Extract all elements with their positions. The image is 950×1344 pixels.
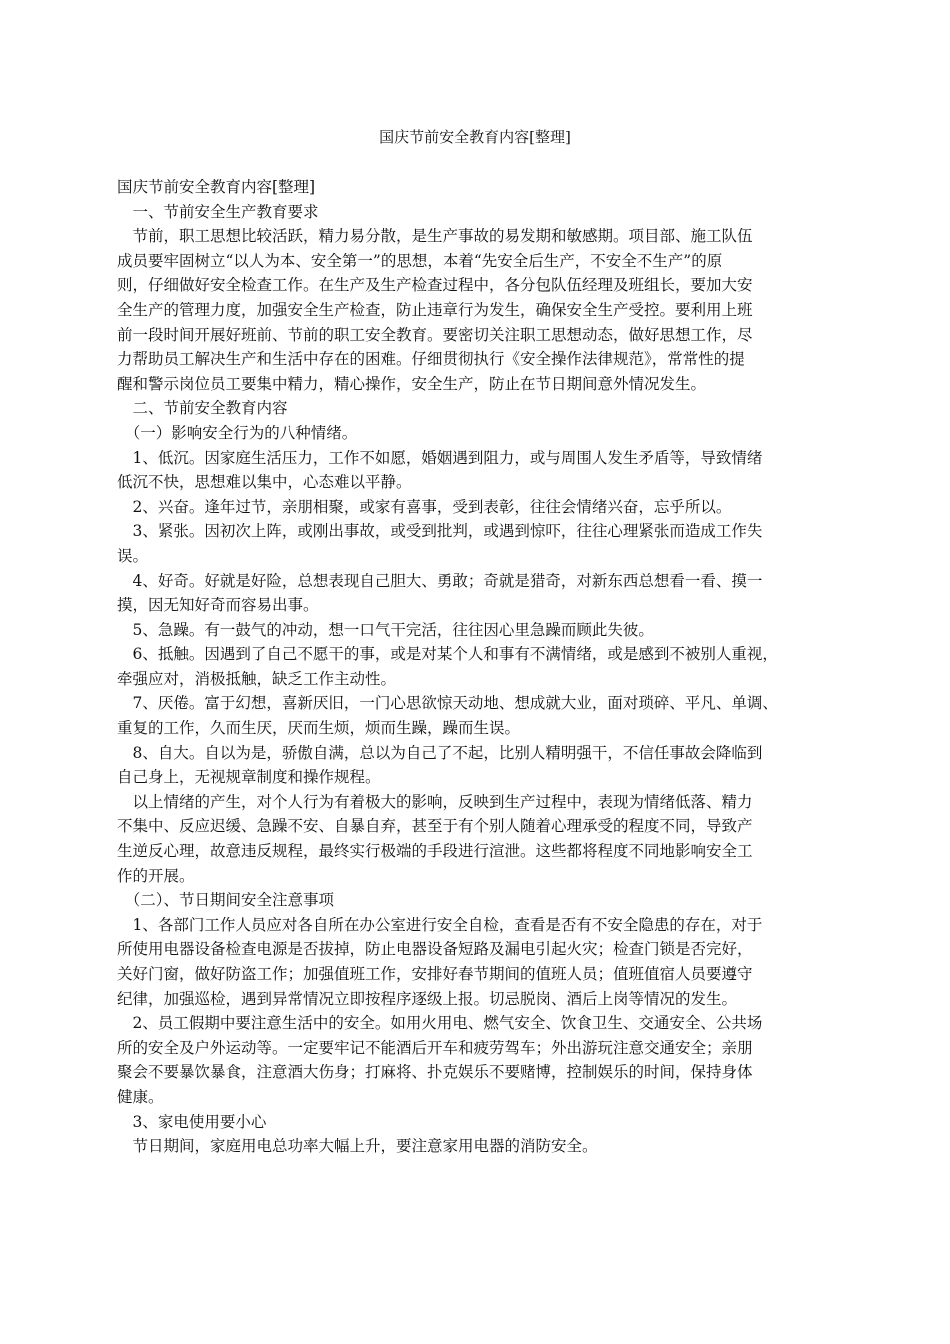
paragraph-line: 全生产的管理力度，加强安全生产检查，防止违章行为发生，确保安全生产受控。要利用上班	[117, 300, 753, 319]
list-item-line: 1、各部门工作人员应对各自所在办公室进行安全自检，查看是否有不安全隐患的存在，对于	[117, 915, 763, 934]
document-body	[117, 175, 817, 1159]
list-item-line: 健康。	[117, 1087, 164, 1106]
paragraph-line: 以上情绪的产生，对个人行为有着极大的影响，反映到生产过程中，表现为情绪低落、精力	[117, 792, 753, 811]
list-item-line: 误。	[117, 546, 149, 565]
paragraph-line: 成员要牢固树立“以人为本、安全第一”的思想，本着“先安全后生产，不安全不生产”的原	[117, 251, 723, 270]
list-item-line: 聚会不要暴饮暴食，注意酒大伤身；打麻将、扑克娱乐不要赌博，控制娱乐的时间，保持身体	[117, 1063, 753, 1082]
list-item-line: 7、厌倦。富于幻想，喜新厌旧，一门心思欲惊天动地、想成就大业，面对琐碎、平凡、单调、	[117, 694, 778, 713]
paragraph-line: 作的开展。	[117, 866, 195, 885]
section-heading-2: 二、节前安全教育内容	[117, 399, 288, 418]
list-item-line: 牵强应对，消极抵触，缺乏工作主动性。	[117, 669, 397, 688]
list-item-line: 5、急躁。有一鼓气的冲动，想一口气干完活，往往因心里急躁而顾此失彼。	[117, 620, 654, 639]
paragraph-line: 节日期间，家庭用电总功率大幅上升，要注意家用电器的消防安全。	[117, 1137, 598, 1156]
list-item-line: 关好门窗，做好防盗工作；加强值班工作，安排好春节期间的值班人员；值班值宿人员要遵守	[117, 965, 753, 983]
list-item-line: 所的安全及户外运动等。一定要牢记不能酒后开车和疲劳驾车；外出游玩注意交通安全；亲朋	[117, 1038, 753, 1057]
paragraph-line: 则，仔细做好安全检查工作。在生产及生产检查过程中，各分包队伍经理及班组长，要加大安	[117, 276, 753, 295]
list-item-line: 4、好奇。好就是好险，总想表现自己胆大、勇敢；奇就是猎奇，对新东西总想看一看、摸一	[117, 571, 763, 590]
list-item-line: 1、低沉。因家庭生活压力，工作不如愿，婚姻遇到阻力，或与周围人发生矛盾等，导致情绪	[117, 448, 763, 467]
paragraph-line: 不集中、反应迟缓、急躁不安、自暴自弃，甚至于有个别人随着心理承受的程度不同，导致产	[117, 817, 753, 836]
list-item-line: 2、兴奋。逢年过节，亲朋相聚，或家有喜事，受到表彰，往往会情绪兴奋，忘乎所以。	[117, 497, 732, 516]
list-item-line: 3、家电使用要小心	[117, 1112, 267, 1131]
list-item-line: 重复的工作，久而生厌，厌而生烦，烦而生躁，躁而生误。	[117, 719, 521, 738]
list-item-line: 6、抵触。因遇到了自己不愿干的事，或是对某个人和事有不满情绪，或是感到不被别人重视，	[117, 645, 778, 664]
list-item-line: 纪律，加强巡检，遇到异常情况立即按程序逐级上报。切忌脱岗、酒后上岗等情况的发生。	[117, 989, 738, 1008]
paragraph-line: 力帮助员工解决生产和生活中存在的困难。仔细贯彻执行《安全操作法律规范》，常常性的提	[117, 350, 745, 369]
section-heading-1: 一、节前安全生产教育要求	[117, 202, 319, 221]
list-item-line: 3、紧张。因初次上阵，或刚出事故，或受到批判，或遇到惊吓，往往心理紧张而造成工作失	[117, 522, 763, 541]
body-heading: 国庆节前安全教育内容[整理]	[117, 178, 316, 196]
paragraph-line: 生逆反心理，故意违反规程，最终实行极端的手段进行渲泄。这些都将程度不同地影响安全工	[117, 842, 753, 861]
subsection-heading-2: （二）、节日期间安全注意事项	[117, 891, 335, 910]
list-item-line: 自己身上，无视规章制度和操作规程。	[117, 768, 381, 787]
paragraph-line: 前一段时间开展好班前、节前的职工安全教育。要密切关注职工思想动态，做好思想工作，尽	[117, 325, 753, 344]
list-item-line: 8、自大。自以为是，骄傲自满，总以为自己了不起，比别人精明强干，不信任事故会降临到	[117, 743, 763, 762]
document-title: 国庆节前安全教育内容[整理]	[379, 128, 571, 146]
subsection-heading-1: （一）影响安全行为的八种情绪。	[117, 423, 358, 442]
list-item-line: 摸，因无知好奇而容易出事。	[117, 596, 319, 615]
list-item-line: 低沉不快，思想难以集中，心态难以平静。	[117, 473, 412, 492]
list-item-line: 2、员工假期中要注意生活中的安全。如用火用电、燃气安全、饮食卫生、交通安全、公共场	[117, 1014, 763, 1033]
paragraph-line: 醒和警示岗位员工要集中精力，精心操作，安全生产，防止在节日期间意外情况发生。	[117, 374, 707, 393]
list-item-line: 所使用电器设备检查电源是否拔掉，防止电器设备短路及漏电引起火灾；检查门锁是否完好，	[117, 940, 753, 959]
paragraph-line: 节前，职工思想比较活跃，精力易分散，是生产事故的易发期和敏感期。项目部、施工队伍	[117, 227, 753, 246]
